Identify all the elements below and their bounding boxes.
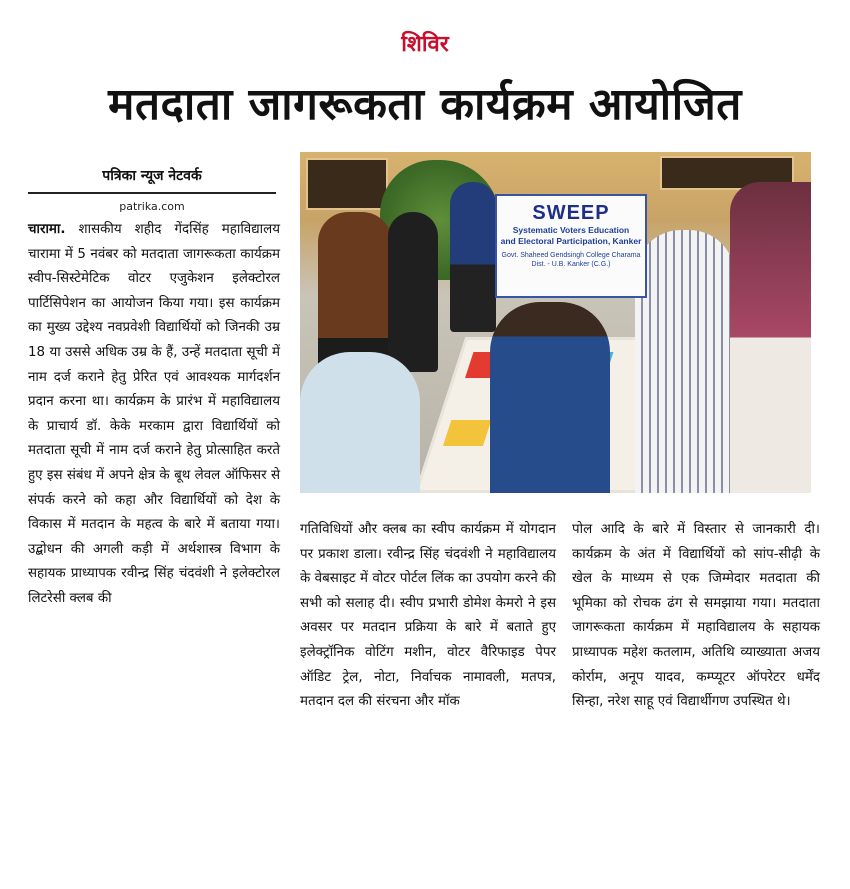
article-text-3: पोल आदि के बारे में विस्तार से जानकारी दी। कार्यक्रम के अंत में विद्यार्थियों को सांप-सीढ़ी के खेल के माध्यम से एक जिम्मेदार मतदाता की भूमिका को रोचक ढंग से समझाया गया। मतदाता जागरूकता कार्यक्रम में महाविद्यालय के सहायक प्राध्यापक महेश कतलाम, अतिथि व्याख्याता अजय कोर्राम, अनूप यादव, कम्प्यूटर ऑपरेटर धर्मेंद सिन्हा, नरेश साहू एवं विद्यार्थीगण उपस्थित थे। — [572, 522, 820, 710]
person-dark-shirt — [388, 212, 438, 372]
section-tag: शिविर — [401, 32, 449, 57]
headline: मतदाता जागरूकता कार्यक्रम आयोजित — [108, 79, 742, 130]
banner-title: SWEEP — [532, 202, 610, 224]
person-blue-shirt-standing — [450, 182, 496, 332]
window-grille — [306, 158, 388, 210]
person-denim-jacket — [490, 302, 610, 493]
article-column-2 — [300, 518, 556, 818]
banner-line: Dist. - U.B. Kanker (C.G.) — [531, 261, 611, 268]
person-striped-shirt — [635, 230, 735, 493]
article-column-3 — [572, 518, 820, 818]
banner-line: Govt. Shaheed Gendsingh College Charama — [501, 252, 641, 259]
article-text-2: गतिविधियों और क्लब का स्वीप कार्यक्रम में योगदान पर प्रकाश डाला। रवीन्द्र सिंह चंदवंशी ने महाविद्यालय के वेबसाइट में वोटर पोर्टल लिंक का उपयोग करने की सभी को सलाह दी। स्वीप प्रभारी डोमेश केमरो ने इस अवसर पर मतदान प्रक्रिया के बारे में बताते हुए इलेक्ट्रॉनिक वोटिंग मशीन, वोटर वैरिफाइड पेपर ऑडिट ट्रेल, नोटा, निर्वाचक नामावली, मतपत्र, मतदान दल की संरचना और मॉक — [300, 522, 556, 710]
dateline: चारामा. — [28, 222, 66, 237]
article-text-1: शासकीय शहीद गेंदसिंह महाविद्यालय चारामा में 5 नवंबर को मतदाता जागरूकता कार्यक्रम स्वीप-सिस्टेमेटिक वोटर एजुकेशन इलेक्टोरल पार्टिसिपेशन का आयोजन किया गया। इस कार्यक्रम का मुख्य उद्देश्य नवप्रवेशी विद्यार्थियों को जिनकी उम्र 18 या उससे अधिक उम्र के हैं, उन्हें मतदाता सूची में नाम दर्ज कराने हेतु प्रेरित एवं आवश्यक मार्गदर्शन प्रदान करना था। कार्यक्रम के प्रारंभ में महाविद्यालय के प्राचार्य डॉ. केके मरकाम द्वारा विद्यार्थियों को मतदाता सूची में नाम दर्ज कराने हेतु प्रोत्साहित करते हुए इस संबंध में अपने क्षेत्र के बूथ लेवल ऑफिसर से संपर्क करने को कहा और विद्यार्थियों को देश के विकास में मतदान के महत्व के बारे में बताया गया। उद्बोधन की अगली कड़ी में अर्थशास्त्र विभाग के सहायक प्राध्यापक रवीन्द्र सिंह चंदवंशी ने इलेक्टोरल लिटरेसी क्लब की — [28, 222, 280, 606]
source-credit: patrika.com — [119, 200, 185, 213]
banner-line: and Electoral Participation, Kanker — [500, 236, 642, 246]
banner-line: Systematic Voters Education — [512, 225, 630, 235]
byline-divider — [28, 192, 276, 194]
article-column-1 — [28, 218, 280, 818]
byline: पत्रिका न्यूज नेटवर्क — [102, 168, 202, 184]
sweep-banner — [495, 194, 647, 298]
news-photo — [300, 152, 811, 493]
person-students-right — [730, 182, 811, 493]
person-foreground-left — [300, 352, 420, 493]
